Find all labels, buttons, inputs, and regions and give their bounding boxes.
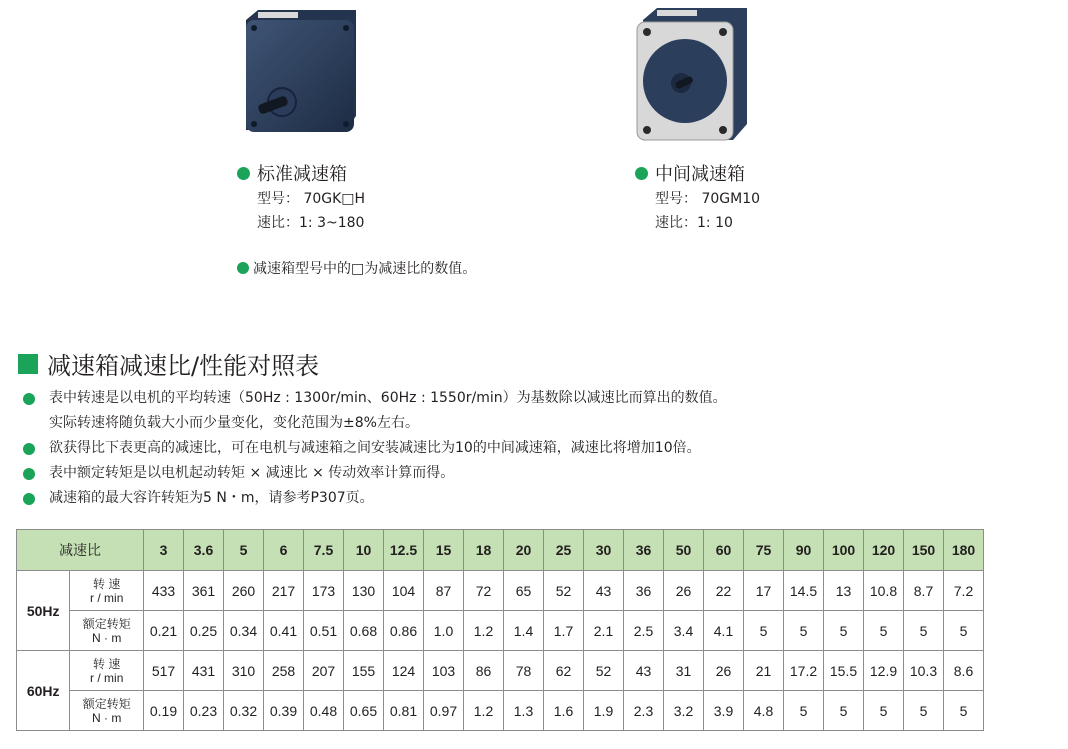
section-title: 减速箱减速比/性能对照表 [18, 346, 319, 381]
table-cell: 1.4 [504, 611, 544, 651]
list-item: 实际转速将随负载大小而少量变化，变化范围为±8%左右。 [49, 415, 419, 431]
header-ratio-cell: 18 [464, 530, 504, 571]
table-cell: 517 [144, 651, 184, 691]
table-cell: 0.65 [344, 691, 384, 731]
header-ratio-cell: 3 [144, 530, 184, 571]
product-name-standard: 标准减速箱 [237, 160, 347, 186]
header-ratio-cell: 6 [264, 530, 304, 571]
header-ratio-cell: 180 [944, 530, 984, 571]
intermediate-gearbox-image [633, 4, 751, 144]
table-cell: 1.9 [584, 691, 624, 731]
table-cell: 0.51 [304, 611, 344, 651]
table-cell: 1.6 [544, 691, 584, 731]
table-cell: 5 [784, 691, 824, 731]
row-label-cell [70, 611, 144, 651]
table-cell: 0.81 [384, 691, 424, 731]
bullet-dot-icon [635, 167, 648, 180]
bullet-dot-icon [23, 468, 35, 480]
table-cell: 1.0 [424, 611, 464, 651]
table-cell: 22 [704, 571, 744, 611]
table-cell: 155 [344, 651, 384, 691]
standard-gearbox-image [236, 6, 366, 142]
frequency-cell: 50Hz [17, 571, 70, 651]
table-cell: 103 [424, 651, 464, 691]
table-cell: 13 [824, 571, 864, 611]
table-cell: 26 [704, 651, 744, 691]
table-cell: 14.5 [784, 571, 824, 611]
table-cell: 78 [504, 651, 544, 691]
table-cell: 21 [744, 651, 784, 691]
table-cell: 17.2 [784, 651, 824, 691]
table-cell: 26 [664, 571, 704, 611]
table-cell: 52 [584, 651, 624, 691]
bullet-dot-icon [23, 443, 35, 455]
table-cell: 43 [584, 571, 624, 611]
ratio-standard: 速比：1: 3~180 [257, 215, 365, 231]
header-ratio-cell: 12.5 [384, 530, 424, 571]
table-cell: 31 [664, 651, 704, 691]
header-ratio-cell: 75 [744, 530, 784, 571]
ratio-performance-table [16, 529, 984, 731]
header-ratio-cell: 90 [784, 530, 824, 571]
section-square-icon [18, 354, 38, 374]
row-label-unit: N · m [92, 710, 122, 725]
row-label-unit: N · m [92, 630, 122, 645]
table-cell: 8.6 [944, 651, 984, 691]
table-cell: 2.5 [624, 611, 664, 651]
header-ratio-cell: 15 [424, 530, 464, 571]
list-item: 欲获得比下表更高的减速比，可在电机与减速箱之间安装减速比为10的中间减速箱，减速比将增加10倍。 [23, 436, 727, 461]
table-row [17, 611, 984, 651]
table-cell: 0.19 [144, 691, 184, 731]
table-cell: 5 [864, 611, 904, 651]
row-label-top: 额定转矩 [82, 696, 131, 711]
table-cell: 3.9 [704, 691, 744, 731]
table-cell: 86 [464, 651, 504, 691]
table-cell: 0.68 [344, 611, 384, 651]
header-ratio-cell: 25 [544, 530, 584, 571]
table-cell: 52 [544, 571, 584, 611]
table-cell: 0.25 [184, 611, 224, 651]
header-ratio-cell: 10 [344, 530, 384, 571]
model-note: 减速箱型号中的□为减速比的数值。 [237, 258, 476, 278]
header-ratio-cell: 150 [904, 530, 944, 571]
table-cell: 5 [784, 611, 824, 651]
notes-list [23, 386, 727, 511]
table-cell: 5 [864, 691, 904, 731]
table-cell: 0.32 [224, 691, 264, 731]
bullet-dot-icon [237, 167, 250, 180]
table-cell: 0.39 [264, 691, 304, 731]
table-cell: 0.41 [264, 611, 304, 651]
row-label-unit: r / min [90, 670, 124, 685]
table-cell: 36 [624, 571, 664, 611]
table-cell: 10.3 [904, 651, 944, 691]
header-ratio-cell: 50 [664, 530, 704, 571]
header-ratio-label: 减速比 [17, 530, 144, 571]
table-cell: 43 [624, 651, 664, 691]
row-label-cell [70, 691, 144, 731]
header-ratio-cell: 36 [624, 530, 664, 571]
table-cell: 260 [224, 571, 264, 611]
table-cell: 5 [744, 611, 784, 651]
header-ratio-cell: 20 [504, 530, 544, 571]
table-cell: 1.7 [544, 611, 584, 651]
model-standard: 型号： 70GK□H [257, 191, 366, 207]
header-ratio-cell: 30 [584, 530, 624, 571]
table-cell: 5 [904, 611, 944, 651]
table-cell: 5 [944, 691, 984, 731]
table-cell: 0.48 [304, 691, 344, 731]
table-cell: 5 [904, 691, 944, 731]
table-cell: 361 [184, 571, 224, 611]
table-cell: 0.86 [384, 611, 424, 651]
table-cell: 7.2 [944, 571, 984, 611]
row-label-top: 转 速 [93, 576, 121, 591]
table-cell: 433 [144, 571, 184, 611]
row-label-top: 转 速 [93, 656, 121, 671]
table-row [17, 691, 984, 731]
product-name-intermediate: 中间减速箱 [635, 160, 745, 186]
table-cell: 87 [424, 571, 464, 611]
table-cell: 0.23 [184, 691, 224, 731]
table-cell: 3.2 [664, 691, 704, 731]
table-row [17, 651, 984, 691]
table-cell: 2.1 [584, 611, 624, 651]
table-row [17, 571, 984, 611]
table-cell: 1.2 [464, 691, 504, 731]
table-cell: 3.4 [664, 611, 704, 651]
table-cell: 62 [544, 651, 584, 691]
table-cell: 0.34 [224, 611, 264, 651]
table-cell: 217 [264, 571, 304, 611]
header-ratio-cell: 100 [824, 530, 864, 571]
bullet-dot-icon [23, 493, 35, 505]
table-cell: 5 [824, 611, 864, 651]
table-cell: 310 [224, 651, 264, 691]
header-ratio-cell: 60 [704, 530, 744, 571]
bullet-dot-icon [237, 262, 249, 274]
table-cell: 130 [344, 571, 384, 611]
table-cell: 173 [304, 571, 344, 611]
table-cell: 2.3 [624, 691, 664, 731]
table-cell: 431 [184, 651, 224, 691]
table-cell: 1.2 [464, 611, 504, 651]
header-ratio-cell: 3.6 [184, 530, 224, 571]
list-item: 表中额定转矩是以电机起动转矩 × 减速比 × 传动效率计算而得。 [23, 461, 727, 486]
row-label-cell [70, 651, 144, 691]
table-cell: 5 [944, 611, 984, 651]
header-ratio-cell: 7.5 [304, 530, 344, 571]
table-cell: 8.7 [904, 571, 944, 611]
frequency-cell: 60Hz [17, 651, 70, 731]
table-cell: 104 [384, 571, 424, 611]
header-ratio-cell: 5 [224, 530, 264, 571]
header-ratio-cell: 120 [864, 530, 904, 571]
table-cell: 72 [464, 571, 504, 611]
table-cell: 4.1 [704, 611, 744, 651]
table-cell: 207 [304, 651, 344, 691]
table-cell: 1.3 [504, 691, 544, 731]
table-cell: 0.97 [424, 691, 464, 731]
list-item: 表中转速是以电机的平均转速（50Hz : 1300r/min、60Hz : 1550r/min）为基数除以减速比而算出的数值。 [23, 386, 727, 411]
table-cell: 17 [744, 571, 784, 611]
table-cell: 15.5 [824, 651, 864, 691]
table-cell: 4.8 [744, 691, 784, 731]
row-label-cell [70, 571, 144, 611]
ratio-intermediate: 速比：1: 10 [655, 215, 733, 231]
table-cell: 258 [264, 651, 304, 691]
table-cell: 124 [384, 651, 424, 691]
row-label-unit: r / min [90, 590, 124, 605]
table-header-row [17, 530, 984, 571]
table-cell: 10.8 [864, 571, 904, 611]
table-cell: 5 [824, 691, 864, 731]
bullet-dot-icon [23, 393, 35, 405]
list-item: 减速箱的最大容许转矩为5 N・m，请参考P307页。 [23, 486, 727, 511]
model-intermediate: 型号： 70GM10 [655, 191, 761, 207]
table-cell: 0.21 [144, 611, 184, 651]
table-cell: 65 [504, 571, 544, 611]
table-cell: 12.9 [864, 651, 904, 691]
row-label-top: 额定转矩 [82, 616, 131, 631]
